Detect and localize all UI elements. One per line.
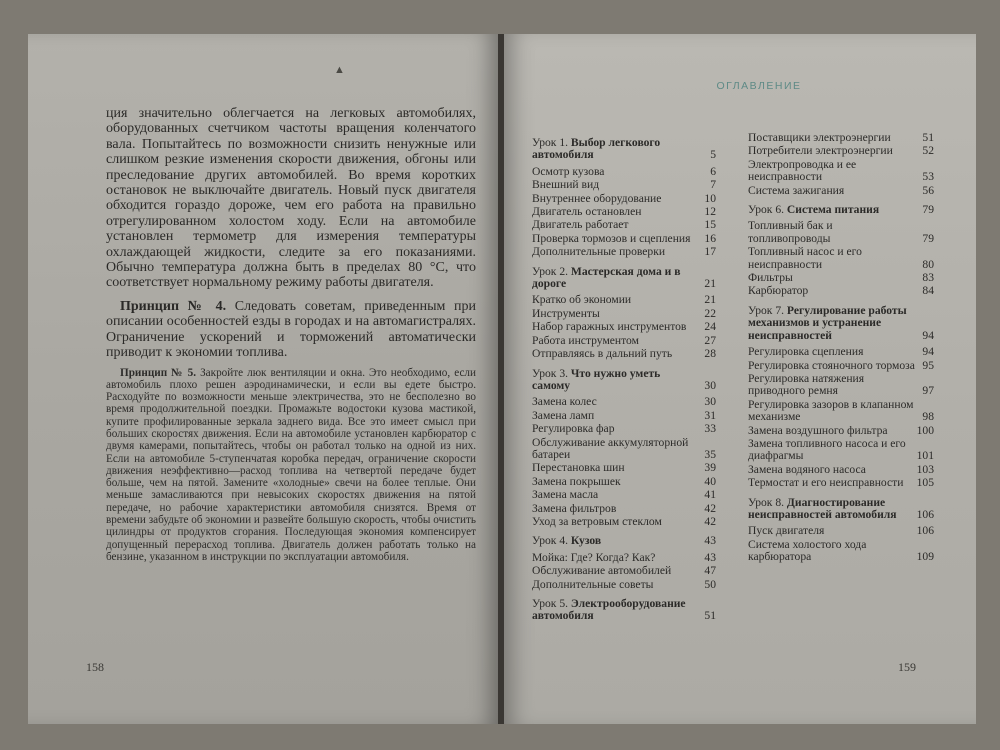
toc-entry bbox=[532, 335, 716, 347]
toc-entry-title: Осмотр кузова bbox=[532, 164, 605, 178]
toc-lesson-prefix: Урок 8. bbox=[748, 495, 785, 509]
toc-entry-title: Замена масла bbox=[532, 488, 599, 502]
toc-entry-title: Отправляясь в дальний путь bbox=[532, 347, 673, 361]
toc-entry bbox=[532, 489, 716, 501]
toc-entry bbox=[532, 368, 716, 393]
toc-page-number: 106 bbox=[916, 524, 934, 538]
toc-entry bbox=[748, 185, 934, 197]
left-page bbox=[28, 34, 498, 724]
toc-lesson-title bbox=[748, 497, 913, 522]
toc-page-number: 42 bbox=[704, 501, 716, 515]
book-spread bbox=[28, 34, 976, 724]
toc-page-number: 56 bbox=[922, 183, 934, 197]
toc-column-1 bbox=[532, 130, 716, 624]
toc-page-number: 94 bbox=[922, 328, 934, 342]
principle-4 bbox=[106, 299, 476, 361]
page-number-left: 158 bbox=[86, 660, 104, 674]
toc-page-number: 39 bbox=[704, 461, 716, 475]
toc-entry bbox=[532, 423, 716, 435]
toc-lesson-title bbox=[532, 535, 698, 547]
principle-5 bbox=[106, 367, 476, 564]
page-number-right: 159 bbox=[898, 660, 916, 674]
toc-entry bbox=[748, 272, 934, 284]
principle-4-text: Следовать советам, приведенным при описании особенностей езды в городах и на автомагистралях. Ограничение ускорений и торможений автоматически приводит к экономии топлива. bbox=[106, 298, 476, 361]
toc-page-number: 84 bbox=[922, 284, 934, 298]
toc-entry bbox=[748, 145, 934, 157]
toc-entry-title: Фильтры bbox=[748, 271, 793, 285]
toc-entry bbox=[532, 503, 716, 515]
toc-entry bbox=[532, 137, 716, 162]
toc-lesson-title bbox=[532, 598, 698, 623]
toc-page-number: 24 bbox=[704, 320, 716, 334]
toc-page-number: 21 bbox=[704, 277, 716, 291]
toc-entry bbox=[532, 535, 716, 547]
toc-entry-title: Инструменты bbox=[532, 306, 600, 320]
page-mark: ▲ bbox=[334, 64, 345, 76]
toc-page-number: 31 bbox=[704, 408, 716, 422]
toc-page-number: 22 bbox=[704, 306, 716, 320]
toc-entry bbox=[532, 166, 716, 178]
toc-entry-title: Дополнительные проверки bbox=[532, 245, 666, 259]
toc-entry-title: Система холостого хода карбюратора bbox=[748, 537, 867, 564]
toc-page-number: 51 bbox=[704, 609, 716, 623]
toc-page-number: 42 bbox=[704, 514, 716, 528]
toc-lesson-name: Система питания bbox=[786, 203, 880, 217]
toc-entry-title: Уход за ветровым стеклом bbox=[532, 514, 662, 528]
toc-page-number: 27 bbox=[704, 333, 716, 347]
toc-entry-title: Термостат и его неисправности bbox=[748, 476, 904, 490]
toc-page-number: 35 bbox=[704, 447, 716, 461]
toc-entry-title: Электропроводка и ее неисправности bbox=[748, 157, 857, 184]
toc-page-number: 94 bbox=[922, 345, 934, 359]
toc-page-number: 33 bbox=[704, 422, 716, 436]
toc-entry bbox=[748, 305, 934, 342]
toc-entry-title: Замена фильтров bbox=[532, 501, 617, 515]
toc-page-number: 16 bbox=[704, 231, 716, 245]
toc-entry bbox=[748, 399, 934, 424]
toc-entry bbox=[748, 525, 934, 537]
toc-page-number: 79 bbox=[922, 231, 934, 245]
toc-page-number: 51 bbox=[922, 131, 934, 144]
toc-entry bbox=[532, 219, 716, 231]
toc-lesson-name: Регулирование работы механизмов и устранение неисправностей bbox=[748, 303, 907, 342]
toc-lesson-name: Диагностирование неисправностей автомобиля bbox=[748, 495, 897, 521]
toc-entry bbox=[532, 308, 716, 320]
toc-entry-title: Двигатель работает bbox=[532, 218, 629, 232]
toc-page-number: 41 bbox=[704, 488, 716, 502]
toc-entry-title: Внешний вид bbox=[532, 178, 600, 192]
toc-page-number: 28 bbox=[704, 347, 716, 361]
toc-entry bbox=[532, 246, 716, 258]
toc-entry-title: Обслуживание автомобилей bbox=[532, 564, 672, 578]
toc-entry-title: Карбюратор bbox=[748, 284, 809, 298]
toc-entry-title: Перестановка шин bbox=[532, 461, 625, 475]
toc-entry-title: Замена воздушного фильтра bbox=[748, 423, 888, 437]
toc-entry bbox=[748, 246, 934, 271]
toc-entry-title: Кратко об экономии bbox=[532, 293, 632, 307]
toc-page-number: 106 bbox=[916, 507, 934, 521]
toc-lesson-name: Мастерская дома и в дороге bbox=[532, 264, 681, 291]
toc-page-number: 97 bbox=[922, 384, 934, 398]
toc-lesson-title bbox=[748, 204, 916, 216]
toc-entry bbox=[532, 462, 716, 474]
toc-entry bbox=[748, 159, 934, 184]
toc-entry bbox=[532, 348, 716, 360]
toc-entry-title: Пуск двигателя bbox=[748, 524, 825, 538]
toc-entry bbox=[532, 179, 716, 191]
toc-entry bbox=[748, 464, 934, 476]
toc-page-number: 95 bbox=[922, 358, 934, 372]
toc-entry bbox=[532, 193, 716, 205]
toc-page-number: 5 bbox=[710, 148, 716, 162]
toc-page-number: 12 bbox=[704, 205, 716, 219]
toc-entry bbox=[532, 579, 716, 591]
toc-entry-title: Внутреннее оборудование bbox=[532, 191, 662, 205]
principle-5-label: Принцип № 5. bbox=[120, 366, 197, 379]
toc-entry-title: Регулировка натяжения приводного ремня bbox=[748, 371, 865, 398]
toc-entry-title: Потребители электроэнергии bbox=[748, 144, 893, 158]
toc-entry bbox=[532, 565, 716, 577]
toc-entry-title: Регулировка фар bbox=[532, 422, 615, 436]
toc-lesson-name: Электрооборудование автомобиля bbox=[532, 597, 686, 623]
toc-lesson-prefix: Урок 3. bbox=[532, 366, 569, 380]
toc-entry-title: Проверка тормозов и сцепления bbox=[532, 231, 691, 245]
toc-entry bbox=[748, 132, 934, 144]
toc-entry-title: Регулировка стояночного тормоза bbox=[748, 358, 915, 372]
toc-page-number: 105 bbox=[916, 476, 934, 490]
body-paragraph: ция значительно облегчается на легковых автомобилях, оборудованных счетчиком частоты вращения коленчатого вала. Попытайтесь по возможности снизить ненужные или слишком резкие изменения скорости движения, обгоны или преследование других автомобилей. Во время коротких остановок не выключайте двигатель. Новый пуск двигателя обходится гораздо дороже, чем его работа на правильно отрегулированном холостом ходу. Если на автомобиле установлен термометр для измерения температуры охлаждающей жидкости, следите за его показаниями. Обычно температура должна быть в пределах 80 °С, что соответствует нормальному режиму работы двигателя. bbox=[106, 106, 476, 291]
toc-entry-title: Поставщики электроэнергии bbox=[748, 131, 891, 144]
toc-page-number: 100 bbox=[916, 423, 934, 437]
toc-entry bbox=[748, 497, 934, 522]
left-page-text bbox=[106, 106, 476, 563]
right-page bbox=[504, 34, 976, 724]
toc-lesson-prefix: Урок 1. bbox=[532, 136, 569, 149]
toc-entry bbox=[748, 360, 934, 372]
toc-entry bbox=[748, 425, 934, 437]
toc-entry-title: Регулировка зазоров в клапанном механизме bbox=[748, 397, 914, 424]
toc-entry-title: Замена топливного насоса и его диафрагмы bbox=[748, 436, 906, 463]
toc-entry-title: Замена покрышек bbox=[532, 474, 621, 488]
toc-entry-title: Обслуживание аккумуляторной батареи bbox=[532, 435, 689, 461]
toc-lesson-title bbox=[532, 266, 698, 291]
toc-entry-title: Дополнительные советы bbox=[532, 577, 654, 591]
toc-entry-title: Регулировка сцепления bbox=[748, 345, 864, 359]
toc-page-number: 101 bbox=[916, 449, 934, 463]
toc-entry-title: Замена колес bbox=[532, 395, 597, 409]
toc-page-number: 43 bbox=[704, 534, 716, 548]
toc-entry bbox=[532, 476, 716, 488]
toc-entry-title: Система зажигания bbox=[748, 183, 845, 197]
toc-page-number: 43 bbox=[704, 550, 716, 564]
toc-lesson-title bbox=[748, 305, 916, 342]
toc-page-number: 83 bbox=[922, 271, 934, 285]
principle-5-text: Закройте люк вентиляции и окна. Это необходимо, если автомобиль плохо решен аэродинамически, и если вы едете быстро. Расходуйте по возможности меньше электричества, это не бесполезно во время продолжительной поездки. Промажьте водостоки кузова мастикой, купите профилированные зеркала заднего вида. Все это имеет смысл при больших скоростях движения. Если на автомобиле установлен карбюратор с двумя камерами, попытайтесь, чтобы он работал только на одной из них. Если на автомобиле 5-ступенчатая коробка передач, ограничение скорости движения неэффективно—расход топлива на четвертой передаче будет больше, чем на пятой. Замените «холодные» свечи на более теплые. Они меньше замасливаются при невысоких скоростях движения на пятой передаче, но рабочие характеристики автомобиля снизятся. Время от времени забудьте об экономии и развейте большую скорость, чтобы очистить цилиндры от продуктов сгорания. Последующая экономия компенсирует допущенный перерасход топлива. Двигатель должен работать только на бензине, указанном в инструкции по эксплуатации автомобиля. bbox=[106, 366, 476, 563]
toc-entry bbox=[748, 438, 934, 463]
toc-page-number: 15 bbox=[704, 218, 716, 232]
toc-entry-title: Мойка: Где? Когда? Как? bbox=[532, 550, 656, 564]
toc-lesson-name: Кузов bbox=[570, 534, 602, 548]
toc-entry bbox=[532, 410, 716, 422]
toc-entry bbox=[532, 437, 716, 462]
toc-lesson-prefix: Урок 4. bbox=[532, 534, 569, 548]
toc-entry bbox=[748, 220, 934, 245]
toc-entry-title: Топливный бак и топливопроводы bbox=[748, 219, 833, 245]
toc-lesson-name: Выбор легкового автомобиля bbox=[532, 136, 661, 162]
toc-entry-title: Замена водяного насоса bbox=[748, 462, 866, 476]
toc-page-number: 30 bbox=[704, 378, 716, 392]
toc-page-number: 10 bbox=[704, 191, 716, 205]
toc-page-number: 103 bbox=[916, 462, 934, 476]
toc-entry bbox=[532, 233, 716, 245]
toc-page-number: 53 bbox=[922, 170, 934, 184]
toc-page-number: 47 bbox=[704, 564, 716, 578]
toc-lesson-prefix: Урок 7. bbox=[748, 303, 785, 317]
toc-page-number: 50 bbox=[704, 577, 716, 591]
principle-4-label: Принцип № 4. bbox=[120, 298, 227, 314]
toc-entry bbox=[532, 206, 716, 218]
toc-page-number: 80 bbox=[922, 257, 934, 271]
toc-entry-title: Работа инструментом bbox=[532, 333, 639, 347]
toc-page-number: 98 bbox=[922, 410, 934, 424]
toc-page-number: 52 bbox=[922, 144, 934, 158]
toc-page-number: 6 bbox=[710, 164, 716, 178]
toc-entry-title: Набор гаражных инструментов bbox=[532, 320, 687, 334]
toc-entry bbox=[748, 477, 934, 489]
toc-entry bbox=[532, 266, 716, 291]
toc-column-2 bbox=[748, 132, 934, 565]
toc-entry-title: Двигатель остановлен bbox=[532, 205, 642, 219]
toc-page-number: 21 bbox=[704, 293, 716, 307]
toc-page-number: 17 bbox=[704, 245, 716, 259]
toc-lesson-title bbox=[532, 368, 698, 393]
toc-entry-title: Замена ламп bbox=[532, 408, 595, 422]
toc-entry bbox=[748, 539, 934, 564]
toc-page-number: 30 bbox=[704, 395, 716, 409]
toc-entry bbox=[532, 598, 716, 623]
toc-entry bbox=[748, 346, 934, 358]
toc-entry bbox=[532, 516, 716, 528]
toc-entry bbox=[532, 321, 716, 333]
toc-lesson-prefix: Урок 2. bbox=[532, 264, 569, 278]
toc-lesson-prefix: Урок 6. bbox=[748, 203, 785, 217]
toc-lesson-name: Что нужно уметь самому bbox=[532, 366, 661, 392]
toc-page-number: 40 bbox=[704, 474, 716, 488]
toc-lesson-prefix: Урок 5. bbox=[532, 597, 569, 610]
toc-page-number: 79 bbox=[922, 203, 934, 217]
toc-title: ОГЛАВЛЕНИЕ bbox=[716, 80, 802, 92]
toc-entry bbox=[532, 396, 716, 408]
toc-entry bbox=[532, 552, 716, 564]
toc-entry-title: Топливный насос и его неисправности bbox=[748, 245, 862, 271]
toc-page-number: 109 bbox=[916, 550, 934, 564]
toc-entry bbox=[748, 373, 934, 398]
toc-entry bbox=[748, 285, 934, 297]
toc-lesson-title bbox=[532, 137, 698, 162]
toc-entry bbox=[748, 204, 934, 216]
toc-page-number: 7 bbox=[710, 178, 716, 192]
toc-entry bbox=[532, 294, 716, 306]
